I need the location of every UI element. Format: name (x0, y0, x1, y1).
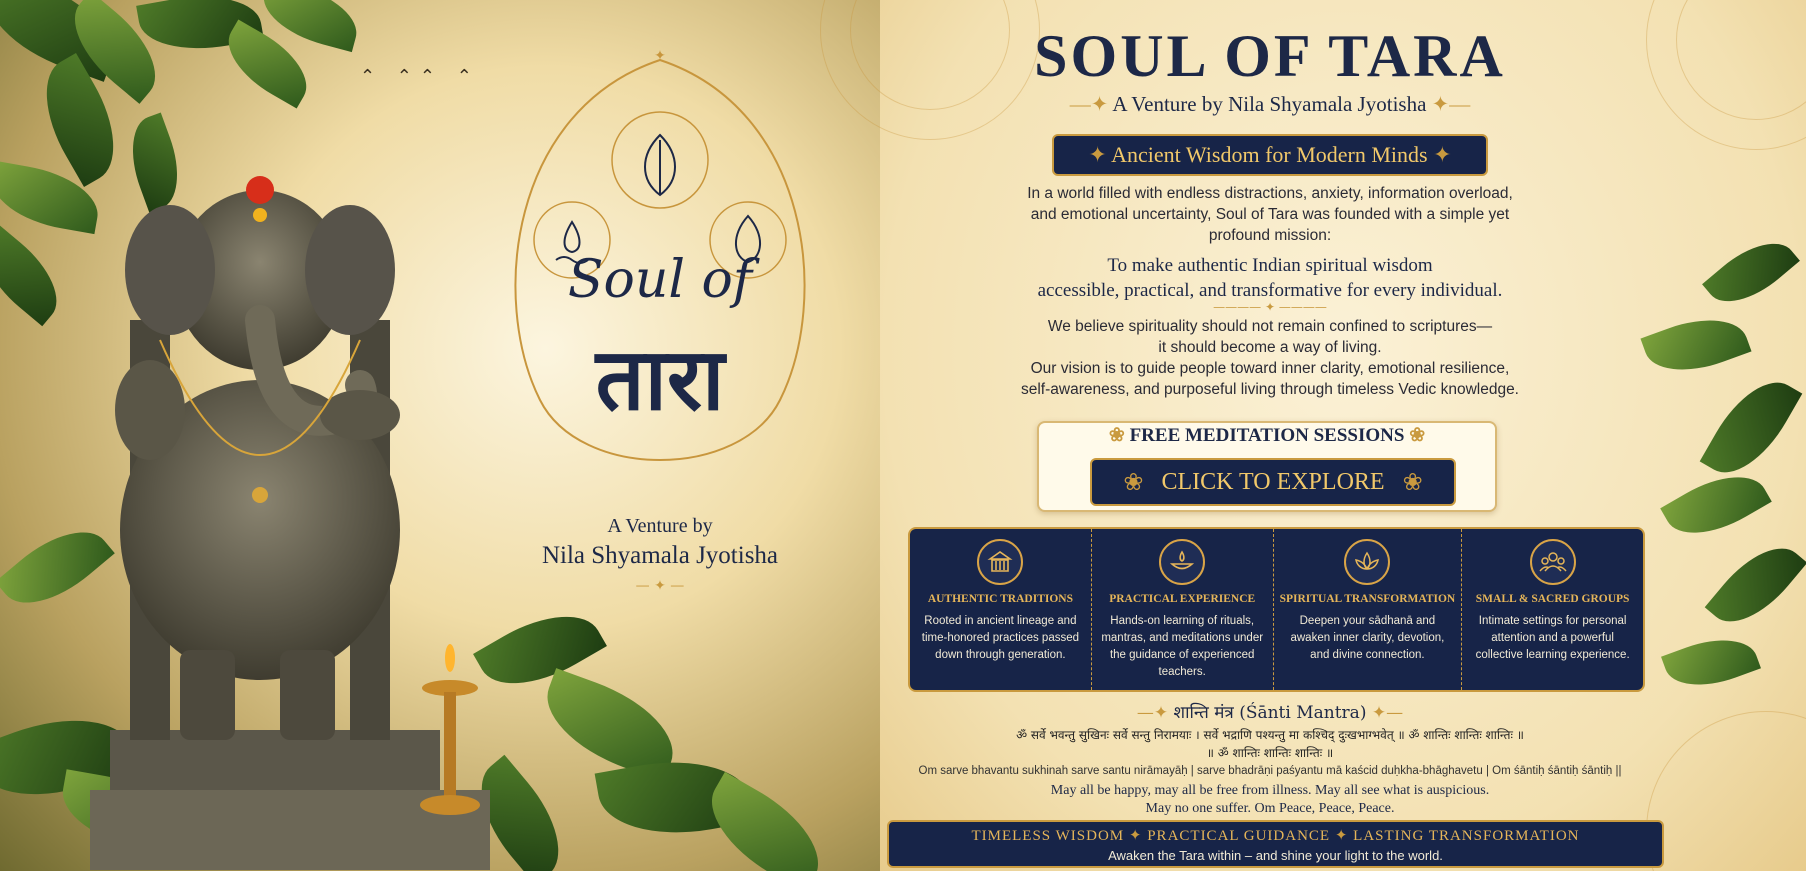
logo-byline-1: A Venture by (607, 515, 713, 537)
vision-line: it should become a way of living. (1158, 339, 1382, 356)
intro-line: profound mission: (1208, 227, 1332, 244)
translation-line: May no one suffer. Om Peace, Peace, Peace. (1145, 801, 1395, 816)
star-icon: ✦ (1088, 142, 1107, 167)
feature-title: SMALL & SACRED GROUPS (1475, 593, 1630, 605)
page-subtitle: A Venture by Nila Shyamala Jyotisha (1112, 92, 1427, 116)
feature-title: PRACTICAL EXPERIENCE (1109, 593, 1256, 605)
birds-icon: ⌃ ⌃⌃ ⌃ (360, 66, 480, 87)
footer-line: Awaken the Tara within – and shine your light to the world. (1108, 848, 1443, 863)
mantra-heading: शान्ति मंत्र (Śānti Mantra) (1173, 703, 1367, 723)
cta-heading: FREE MEDITATION SESSIONS (1129, 425, 1405, 446)
logo-script-text: Soul of (567, 250, 753, 310)
tagline-banner (1052, 134, 1487, 176)
feature-card (910, 529, 1092, 690)
ornament-left: —✦ (1136, 703, 1174, 723)
star-icon: ✦ (1433, 142, 1452, 167)
mission-line: accessible, practical, and transformative for every individual. (1037, 280, 1503, 301)
feature-text: Intimate settings for personal attention and a powerful collective learning experience. (1475, 615, 1630, 661)
lotus-icon: ❀ (1108, 425, 1130, 446)
feature-text: Hands-on learning of rituals, mantras, and meditations under the guidance of experienced teachers. (1101, 615, 1264, 678)
pillar-text: LASTING TRANSFORMATION (1353, 828, 1580, 844)
explore-button-label: CLICK TO EXPLORE (1161, 468, 1385, 495)
feature-title: AUTHENTIC TRADITIONS (927, 593, 1073, 605)
vision-line: Our vision is to guide people toward inner clarity, emotional resilience, (1030, 360, 1510, 377)
mantra-sanskrit (880, 726, 1660, 762)
translation-line: May all be happy, may all be free from illness. May all see what is auspicious. (1050, 783, 1490, 798)
tagline-text: Ancient Wisdom for Modern Minds (1111, 142, 1428, 167)
temple-icon (977, 539, 1023, 585)
mantra-transliteration: Om sarve bhavantu sukhinah sarve santu nirāmayāḥ | sarve bhadrāṇi paśyantu mā kaścid duḥkha-bhāghavetu | Om śāntiḥ śāntiḥ śāntiḥ || (918, 765, 1622, 777)
star-icon: ✦ (1128, 828, 1148, 844)
diya-icon (1159, 539, 1205, 585)
intro-line: and emotional uncertainty, Soul of Tara was founded with a simple yet (1030, 206, 1510, 223)
mantra-line: ॥ ॐ शान्तिः शान्तिः शान्तिः ॥ (1206, 746, 1334, 760)
feature-card (1274, 529, 1463, 690)
hero-illustration (0, 0, 880, 871)
mission-statement (880, 253, 1660, 303)
vision-line: self-awareness, and purposeful living through timeless Vedic knowledge. (1020, 381, 1519, 398)
explore-button[interactable] (1090, 458, 1456, 506)
ornament-divider: ———— ✦ ———— (1213, 300, 1327, 314)
mantra-line: ॐ सर्वे भवन्तु सुखिनः सर्वे सन्तु निरामयाः । सर्वे भद्राणि पश्यन्तु मा कश्चिद् दुःखभाग्भवेत् ॥ ॐ शान्तिः शान्तिः शान्तिः ॥ (1016, 728, 1524, 742)
feature-text: Deepen your sādhanā and awaken inner clarity, devotion, and divine connection. (1290, 615, 1445, 661)
mantra-translation (880, 782, 1660, 818)
mission-line: To make authentic Indian spiritual wisdom (1107, 255, 1433, 276)
lotus-icon: ❀ (1409, 425, 1426, 446)
intro-paragraph (880, 183, 1660, 246)
intro-line: In a world filled with endless distractions, anxiety, information overload, (1027, 185, 1513, 202)
pillar-text: TIMELESS WISDOM (971, 828, 1125, 844)
svg-text:✦: ✦ (654, 48, 666, 64)
footer-pillars (889, 826, 1662, 845)
ornament-left: —✦ (1069, 92, 1113, 116)
logo-byline-2: Nila Shyamala Jyotisha (541, 542, 779, 569)
features-panel (908, 527, 1645, 692)
page-title: SOUL OF TARA (1034, 23, 1506, 89)
lotus-icon (1344, 539, 1390, 585)
ornament-divider: — ✦ — (635, 578, 685, 594)
star-icon: ✦ (1334, 828, 1354, 844)
ornament-right: ✦— (1371, 703, 1404, 723)
logo-devanagari-text: तारा (595, 330, 725, 430)
pillar-text: PRACTICAL GUIDANCE (1147, 828, 1331, 844)
feature-text: Rooted in ancient lineage and time-honored practices passed down through generation. (921, 615, 1080, 661)
feature-card (1462, 529, 1643, 690)
group-icon (1530, 539, 1576, 585)
lotus-icon: ❀ (1402, 469, 1423, 496)
feature-title: SPIRITUAL TRANSFORMATION (1279, 593, 1456, 605)
lotus-icon: ❀ (1123, 469, 1144, 496)
ornament-right: ✦— (1431, 92, 1471, 116)
feature-card (1092, 529, 1274, 690)
vision-paragraph (880, 316, 1660, 400)
oil-lamp-image (410, 640, 490, 840)
footer-banner (887, 820, 1664, 868)
vision-line: We believe spirituality should not remain confined to scriptures— (1047, 318, 1493, 335)
